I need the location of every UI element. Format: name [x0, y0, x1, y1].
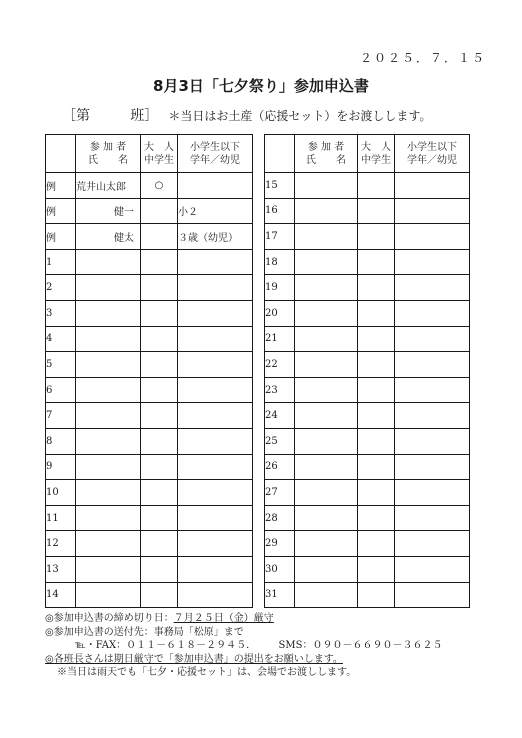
row-number-cell: 30 — [265, 556, 295, 582]
grade-cell[interactable] — [395, 198, 470, 224]
adult-mark-cell[interactable] — [358, 403, 395, 429]
grade-cell[interactable] — [178, 582, 253, 608]
participant-name-cell[interactable] — [76, 428, 141, 454]
table-row — [46, 428, 253, 454]
participant-name-cell[interactable] — [76, 582, 141, 608]
row-number-cell: 29 — [265, 531, 295, 557]
deadline-label: ◎参加申込書の締め切り日： — [45, 613, 174, 624]
participant-name-cell[interactable] — [295, 249, 358, 275]
grade-cell[interactable] — [178, 556, 253, 582]
row-number-cell: 例 — [46, 173, 76, 199]
header-line: 氏 名 — [306, 154, 346, 166]
grade-cell[interactable] — [395, 275, 470, 301]
participant-name-cell[interactable] — [295, 198, 358, 224]
table-row — [46, 377, 253, 403]
row-number-cell: 3 — [46, 300, 76, 326]
table-row — [265, 275, 470, 301]
header-line: 中学生 — [361, 154, 391, 166]
grade-cell[interactable] — [395, 300, 470, 326]
header-line: 大 人 — [361, 141, 391, 153]
grade-cell[interactable] — [395, 377, 470, 403]
adult-mark-cell[interactable] — [358, 556, 395, 582]
grade-cell[interactable] — [395, 428, 470, 454]
row-number-cell: 1 — [46, 249, 76, 275]
adult-mark-cell[interactable] — [141, 198, 178, 224]
row-number-cell: 27 — [265, 480, 295, 506]
adult-mark-cell[interactable] — [141, 582, 178, 608]
table-row — [265, 326, 470, 352]
adult-mark-cell[interactable] — [141, 249, 178, 275]
participant-name-cell[interactable] — [295, 403, 358, 429]
adult-mark-cell[interactable] — [358, 352, 395, 378]
header-line: 大 人 — [144, 141, 174, 153]
table-row — [265, 428, 470, 454]
row-number-cell: 5 — [46, 352, 76, 378]
number-header — [46, 135, 76, 173]
grade-cell[interactable] — [395, 505, 470, 531]
table-row — [265, 454, 470, 480]
grade-cell[interactable] — [395, 173, 470, 199]
deadline-value: ７月２５日（金）厳守 — [173, 613, 274, 624]
footer-notes — [45, 612, 442, 680]
document-date: ２０２５．７．１５ — [360, 51, 487, 65]
grade-cell[interactable] — [395, 224, 470, 250]
grade-cell[interactable] — [395, 582, 470, 608]
grade-cell[interactable] — [395, 556, 470, 582]
header-line: 小学生以下 — [407, 141, 457, 153]
table-header-row — [265, 135, 470, 173]
tel-fax: ℡・FAX：０１１－６１８－２９４５． — [75, 640, 257, 652]
adult-mark-cell[interactable] — [358, 582, 395, 608]
participant-name-cell[interactable]: 健一 — [76, 198, 141, 224]
row-number-cell: 14 — [46, 582, 76, 608]
adult-mark-cell[interactable] — [141, 531, 178, 557]
destination-line: ◎参加申込書の送付先：事務局「松原」まで — [45, 626, 244, 638]
participant-name-cell[interactable]: 健太 — [76, 224, 141, 250]
row-number-cell: 16 — [265, 198, 295, 224]
adult-mark-cell[interactable] — [358, 249, 395, 275]
grade-cell[interactable] — [178, 377, 253, 403]
table-row — [46, 352, 253, 378]
participant-name-cell[interactable] — [76, 326, 141, 352]
row-number-cell: 12 — [46, 531, 76, 557]
deadline-line — [45, 612, 442, 626]
table-row — [46, 556, 253, 582]
participant-name-cell[interactable] — [295, 173, 358, 199]
row-number-cell: 7 — [46, 403, 76, 429]
adult-mark-cell[interactable] — [141, 377, 178, 403]
row-number-cell: 例 — [46, 224, 76, 250]
row-number-cell: 20 — [265, 300, 295, 326]
participant-name-cell[interactable] — [76, 480, 141, 506]
row-number-cell: 23 — [265, 377, 295, 403]
table-row — [46, 531, 253, 557]
row-number-cell: 24 — [265, 403, 295, 429]
participant-name-cell[interactable] — [76, 454, 141, 480]
adult-mark-cell[interactable] — [358, 198, 395, 224]
participant-name-cell[interactable] — [295, 224, 358, 250]
contact-line — [45, 639, 442, 653]
row-number-cell: 28 — [265, 505, 295, 531]
table-row — [46, 224, 253, 250]
adult-mark-cell[interactable] — [358, 428, 395, 454]
adult-mark-cell[interactable] — [358, 480, 395, 506]
grade-cell[interactable] — [178, 275, 253, 301]
adult-mark-cell[interactable] — [141, 556, 178, 582]
row-number-cell: 19 — [265, 275, 295, 301]
souvenir-note: ＊当日はお土産（応援セット）をお渡しします。 — [168, 109, 432, 123]
grade-cell[interactable] — [178, 480, 253, 506]
row-number-cell: 11 — [46, 505, 76, 531]
document-title: 8月3日「七夕祭り」参加申込書 — [153, 77, 369, 95]
table-row — [46, 275, 253, 301]
row-number-cell: 例 — [46, 198, 76, 224]
participant-name-cell[interactable] — [295, 556, 358, 582]
subheading — [62, 105, 431, 125]
grade-cell[interactable] — [178, 173, 253, 199]
adult-mark-cell[interactable] — [358, 275, 395, 301]
table-row — [46, 505, 253, 531]
participant-name-cell[interactable] — [76, 300, 141, 326]
row-number-cell: 25 — [265, 428, 295, 454]
grade-cell[interactable] — [395, 531, 470, 557]
table-row — [46, 326, 253, 352]
group-label-close: 班］ — [130, 108, 159, 124]
group-label-open: ［第 — [62, 108, 90, 124]
table-row — [46, 480, 253, 506]
adult-mark-cell[interactable] — [358, 173, 395, 199]
participant-name-cell[interactable] — [76, 352, 141, 378]
grade-cell[interactable]: 小２ — [178, 198, 253, 224]
table-row — [265, 249, 470, 275]
participant-name-cell[interactable] — [295, 300, 358, 326]
table-row — [265, 531, 470, 557]
adult-mark-cell[interactable] — [141, 326, 178, 352]
grade-cell[interactable] — [178, 428, 253, 454]
table-row — [265, 403, 470, 429]
table-row — [46, 403, 253, 429]
adult-mark-cell[interactable] — [358, 505, 395, 531]
participant-name-cell[interactable] — [76, 505, 141, 531]
adult-mark-cell[interactable] — [358, 300, 395, 326]
row-number-cell: 18 — [265, 249, 295, 275]
grade-cell[interactable] — [178, 505, 253, 531]
table-row — [265, 198, 470, 224]
row-number-cell: 4 — [46, 326, 76, 352]
table-row — [46, 582, 253, 608]
row-number-cell: 26 — [265, 454, 295, 480]
participant-name-cell[interactable] — [76, 275, 141, 301]
adult-mark-cell[interactable] — [141, 428, 178, 454]
participant-name-header — [295, 135, 358, 173]
participant-name-cell[interactable] — [295, 275, 358, 301]
table-row — [265, 505, 470, 531]
table-row — [265, 377, 470, 403]
grade-cell[interactable] — [178, 300, 253, 326]
row-number-cell: 6 — [46, 377, 76, 403]
participant-name-cell[interactable] — [295, 505, 358, 531]
adult-mark-cell[interactable] — [141, 403, 178, 429]
child-header — [395, 135, 470, 173]
adult-mark-cell[interactable] — [141, 352, 178, 378]
grade-cell[interactable] — [395, 326, 470, 352]
row-number-cell: 8 — [46, 428, 76, 454]
participant-name-cell[interactable] — [295, 454, 358, 480]
row-number-cell: 10 — [46, 480, 76, 506]
adult-mark-cell[interactable] — [141, 480, 178, 506]
row-number-cell: 15 — [265, 173, 295, 199]
adult-mark-cell[interactable] — [358, 454, 395, 480]
grade-cell[interactable] — [178, 403, 253, 429]
table-row — [265, 556, 470, 582]
header-line: 学年／幼児 — [190, 154, 240, 166]
adult-mark-cell[interactable] — [141, 275, 178, 301]
adult-mark-cell[interactable]: ○ — [141, 173, 178, 199]
table-row — [46, 249, 253, 275]
participant-name-cell[interactable] — [76, 377, 141, 403]
header-line: 中学生 — [144, 154, 174, 166]
adult-header — [141, 135, 178, 173]
row-number-cell: 9 — [46, 454, 76, 480]
table-row — [265, 224, 470, 250]
row-number-cell: 13 — [46, 556, 76, 582]
adult-mark-cell[interactable] — [358, 531, 395, 557]
number-header — [265, 135, 295, 173]
participant-name-cell[interactable] — [295, 480, 358, 506]
participant-name-cell[interactable] — [295, 377, 358, 403]
participant-name-cell[interactable] — [295, 531, 358, 557]
adult-mark-cell[interactable] — [141, 505, 178, 531]
header-line: 小学生以下 — [190, 141, 240, 153]
grade-cell[interactable] — [395, 249, 470, 275]
adult-mark-cell[interactable] — [358, 224, 395, 250]
adult-mark-cell[interactable] — [358, 377, 395, 403]
participant-name-cell[interactable] — [76, 403, 141, 429]
rain-note-line: ※当日は雨天でも「七夕・応援セット」は、会場でお渡しします。 — [57, 667, 357, 679]
table-row — [265, 480, 470, 506]
adult-mark-cell[interactable] — [358, 326, 395, 352]
participant-table-right — [264, 134, 470, 608]
grade-cell[interactable] — [395, 454, 470, 480]
row-number-cell: 22 — [265, 352, 295, 378]
table-row — [46, 454, 253, 480]
participant-name-header — [76, 135, 141, 173]
participant-name-cell[interactable] — [76, 556, 141, 582]
row-number-cell: 2 — [46, 275, 76, 301]
grade-cell[interactable] — [178, 326, 253, 352]
header-line: 学年／幼児 — [407, 154, 457, 166]
header-line: 参 加 者 — [307, 141, 345, 153]
grade-cell[interactable] — [178, 249, 253, 275]
adult-mark-cell[interactable] — [141, 224, 178, 250]
participant-name-cell[interactable] — [295, 582, 358, 608]
adult-header — [358, 135, 395, 173]
table-row — [265, 582, 470, 608]
grade-cell[interactable] — [395, 480, 470, 506]
grade-cell[interactable] — [178, 454, 253, 480]
grade-cell[interactable] — [395, 352, 470, 378]
participant-name-cell[interactable] — [295, 326, 358, 352]
leader-request-line: ◎各班長さんは期日厳守で「参加申込書」の提出をお願いします。 — [45, 653, 343, 665]
grade-cell[interactable]: ３歳（幼児） — [178, 224, 253, 250]
table-row — [265, 352, 470, 378]
row-number-cell: 21 — [265, 326, 295, 352]
table-header-row — [46, 135, 253, 173]
table-row — [265, 300, 470, 326]
grade-cell[interactable] — [395, 403, 470, 429]
child-header — [178, 135, 253, 173]
grade-cell[interactable] — [178, 352, 253, 378]
row-number-cell: 31 — [265, 582, 295, 608]
adult-mark-cell[interactable] — [141, 300, 178, 326]
table-row — [46, 198, 253, 224]
participant-table-left — [45, 134, 253, 608]
participant-name-cell[interactable] — [76, 531, 141, 557]
grade-cell[interactable] — [178, 531, 253, 557]
adult-mark-cell[interactable] — [141, 454, 178, 480]
participant-name-cell[interactable] — [76, 249, 141, 275]
header-line: 参 加 者 — [89, 141, 127, 153]
table-row — [46, 300, 253, 326]
participant-name-cell[interactable] — [295, 428, 358, 454]
header-line: 氏 名 — [88, 154, 128, 166]
table-row — [46, 173, 253, 199]
sms-number: SMS：０９０－６６９０－３６２５ — [278, 640, 443, 652]
participant-name-cell[interactable] — [295, 352, 358, 378]
table-row — [265, 173, 470, 199]
row-number-cell: 17 — [265, 224, 295, 250]
participant-name-cell[interactable]: 荒井山太郎 — [76, 173, 141, 199]
